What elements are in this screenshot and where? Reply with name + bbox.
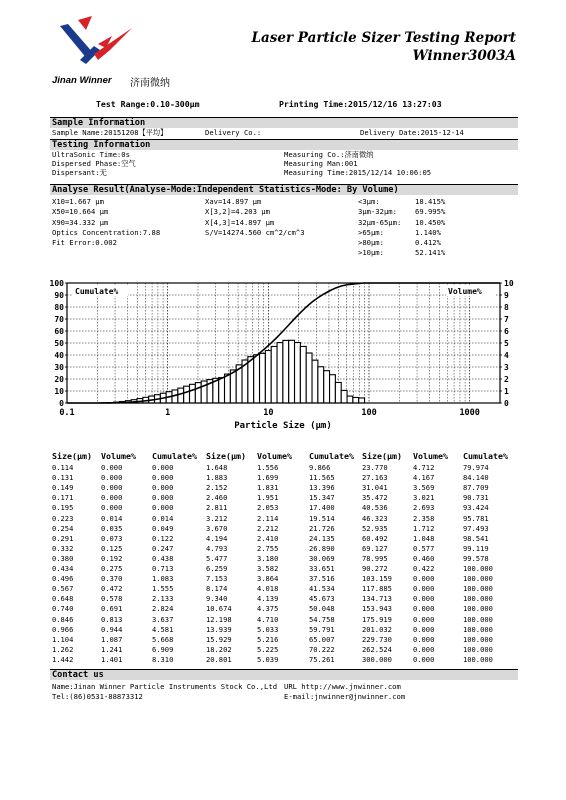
- table-cell-size: 117.885: [362, 584, 392, 594]
- x-tick-label: 10: [263, 408, 274, 418]
- table-cell-cumulate: 84.140: [463, 473, 489, 483]
- table-cell-cumulate: 93.424: [463, 503, 489, 513]
- table-cell-size: 1.104: [52, 634, 74, 644]
- table-cell-size: 0.846: [52, 614, 74, 624]
- table-cell-volume: 0.000: [101, 483, 123, 493]
- table-header: Size(μm): [362, 451, 402, 461]
- table-cell-volume: 0.000: [413, 614, 435, 624]
- volume-bar: [219, 378, 225, 403]
- table-cell-size: 27.163: [362, 473, 388, 483]
- table-cell-volume: 3.864: [257, 574, 279, 584]
- sample-info-header: Sample Information: [52, 118, 146, 128]
- section-bar: [50, 670, 518, 680]
- table-cell-cumulate: 37.516: [309, 574, 335, 584]
- table-cell-cumulate: 33.651: [309, 564, 335, 573]
- table-cell-cumulate: 6.909: [152, 644, 174, 654]
- testing-info-header: Testing Information: [52, 140, 151, 150]
- table-cell-size: 0.496: [52, 574, 74, 584]
- table-cell-volume: 0.000: [413, 644, 435, 654]
- contact-name: Name:Jinan Winner Particle Instruments Stock Co.,Ltd: [52, 682, 278, 691]
- table-cell-cumulate: 59.791: [309, 624, 335, 634]
- table-cell-size: 1.262: [52, 644, 74, 654]
- x32-value: X[3,2]=4.203 μm: [205, 207, 270, 216]
- table-header: Cumulate%: [463, 451, 508, 461]
- test-range: Test Range:0.10-300μm: [96, 99, 200, 109]
- table-cell-size: 60.492: [362, 533, 388, 543]
- y-tick-label: 50: [54, 339, 64, 348]
- volume-bar: [260, 353, 266, 403]
- table-cell-cumulate: 3.637: [152, 614, 174, 624]
- table-cell-cumulate: 100.000: [463, 634, 493, 644]
- x-tick-label: 1000: [459, 408, 480, 418]
- table-cell-size: 0.291: [52, 533, 74, 543]
- table-cell-volume: 1.831: [257, 483, 279, 493]
- analyse-header: Analyse Result(Analyse-Mode:Independent Statistics-Mode: By Volume): [52, 185, 399, 195]
- contact-url[interactable]: URL http://www.jnwinner.com: [284, 682, 401, 691]
- range-value: 69.995%: [415, 207, 446, 216]
- table-cell-size: 3.212: [206, 513, 228, 523]
- table-cell-volume: 2.212: [257, 523, 279, 533]
- table-cell-size: 0.223: [52, 513, 74, 523]
- volume-bar: [195, 383, 201, 403]
- volume-bar: [341, 390, 347, 403]
- y-right-tick-label: 1: [504, 387, 509, 396]
- y-right-tick-label: 4: [504, 351, 509, 360]
- table-cell-size: 0.332: [52, 543, 74, 553]
- sv-value: S/V=14274.560 cm^2/cm^3: [205, 228, 305, 237]
- y-tick-label: 100: [49, 279, 64, 288]
- table-cell-volume: 2.114: [257, 513, 279, 523]
- table-cell-volume: 3.021: [413, 493, 435, 503]
- table-cell-cumulate: 26.890: [309, 543, 335, 553]
- range-value: 10.450%: [415, 218, 446, 227]
- measuring-man: Measuring Man:001: [284, 159, 358, 168]
- table-cell-cumulate: 0.000: [152, 483, 174, 493]
- y-tick-label: 80: [54, 303, 64, 312]
- table-cell-size: 0.114: [52, 463, 74, 472]
- table-cell-cumulate: 100.000: [463, 604, 493, 614]
- table-cell-volume: 0.000: [101, 463, 123, 472]
- table-cell-size: 2.152: [206, 483, 228, 493]
- table-cell-size: 7.153: [206, 574, 228, 584]
- volume-bar: [330, 375, 336, 403]
- x10-value: X10=1.667 μm: [52, 197, 104, 206]
- table-cell-size: 229.730: [362, 634, 392, 644]
- range-label: >80μm:: [358, 238, 384, 247]
- table-cell-cumulate: 65.007: [309, 634, 335, 644]
- table-cell-size: 23.770: [362, 463, 388, 472]
- table-cell-volume: 5.033: [257, 624, 279, 634]
- table-cell-cumulate: 8.310: [152, 654, 174, 664]
- table-cell-volume: 4.167: [413, 473, 435, 483]
- y-tick-label: 30: [54, 363, 64, 372]
- volume-bar: [318, 367, 324, 403]
- table-cell-cumulate: 2.133: [152, 594, 174, 604]
- table-cell-volume: 3.569: [413, 483, 435, 493]
- table-cell-volume: 0.035: [101, 523, 123, 533]
- table-cell-size: 0.149: [52, 483, 74, 493]
- y-right-tick-label: 7: [504, 315, 509, 324]
- table-cell-cumulate: 50.048: [309, 604, 335, 614]
- y-tick-label: 90: [54, 291, 64, 300]
- report-model: Winner3003A: [412, 48, 516, 64]
- table-cell-cumulate: 0.438: [152, 553, 174, 563]
- table-cell-cumulate: 0.000: [152, 463, 174, 472]
- table-cell-size: 1.442: [52, 654, 74, 664]
- table-cell-volume: 4.712: [413, 463, 435, 472]
- table-cell-size: 0.434: [52, 564, 74, 573]
- table-cell-size: 1.883: [206, 473, 228, 483]
- table-cell-size: 0.380: [52, 553, 74, 563]
- range-label: 32μm-65μm:: [358, 218, 402, 227]
- table-cell-volume: 1.087: [101, 634, 123, 644]
- volume-bar: [265, 351, 271, 404]
- table-cell-cumulate: 41.534: [309, 584, 335, 594]
- volume-bar: [306, 353, 312, 403]
- volume-bar: [230, 370, 236, 403]
- table-cell-size: 175.919: [362, 614, 392, 624]
- table-cell-cumulate: 0.122: [152, 533, 174, 543]
- table-cell-volume: 5.216: [257, 634, 279, 644]
- volume-bar: [178, 388, 184, 403]
- table-cell-size: 0.131: [52, 473, 74, 483]
- table-cell-cumulate: 100.000: [463, 624, 493, 634]
- table-cell-size: 35.472: [362, 493, 388, 503]
- table-cell-cumulate: 70.222: [309, 644, 335, 654]
- table-cell-volume: 2.693: [413, 503, 435, 513]
- y-right-tick-label: 9: [504, 291, 509, 300]
- x-tick-label: 0.1: [59, 408, 75, 418]
- table-cell-size: 134.713: [362, 594, 392, 604]
- table-cell-volume: 1.951: [257, 493, 279, 503]
- y-right-tick-label: 8: [504, 303, 509, 312]
- y-right-tick-label: 5: [504, 339, 509, 348]
- table-cell-volume: 0.073: [101, 533, 123, 543]
- y-right-tick-label: 10: [504, 279, 514, 288]
- table-cell-volume: 1.401: [101, 654, 123, 664]
- y-right-tick-label: 2: [504, 375, 509, 384]
- table-cell-cumulate: 19.514: [309, 513, 335, 523]
- table-cell-volume: 0.000: [101, 493, 123, 503]
- volume-bar: [289, 340, 295, 403]
- table-cell-volume: 0.000: [101, 503, 123, 513]
- table-header: Volume%: [101, 451, 136, 461]
- table-cell-volume: 5.039: [257, 654, 279, 664]
- table-cell-cumulate: 15.347: [309, 493, 335, 503]
- contact-email[interactable]: E-mail:jnwinner@jnwinner.com: [284, 692, 406, 701]
- fit-error: Fit Error:0.002: [52, 238, 117, 247]
- xav-value: Xav=14.897 μm: [205, 197, 262, 206]
- optics-concentration: Optics Concentration:7.88: [52, 228, 161, 237]
- table-cell-cumulate: 45.673: [309, 594, 335, 604]
- table-cell-cumulate: 100.000: [463, 644, 493, 654]
- table-cell-cumulate: 0.000: [152, 473, 174, 483]
- y-right-tick-label: 6: [504, 327, 509, 336]
- table-cell-size: 90.272: [362, 564, 388, 573]
- table-cell-volume: 1.699: [257, 473, 279, 483]
- table-cell-size: 69.127: [362, 543, 388, 553]
- table-header: Volume%: [413, 451, 448, 461]
- volume-bar: [225, 374, 231, 403]
- table-cell-cumulate: 87.709: [463, 483, 489, 493]
- table-cell-volume: 1.048: [413, 533, 435, 543]
- x-tick-label: 1: [165, 408, 171, 418]
- volume-bar: [271, 346, 277, 403]
- volume-bar: [184, 386, 190, 403]
- volume-bar: [353, 397, 359, 403]
- table-cell-cumulate: 21.726: [309, 523, 335, 533]
- table-cell-cumulate: 11.565: [309, 473, 335, 483]
- table-cell-cumulate: 99.119: [463, 543, 489, 553]
- range-value: 52.141%: [415, 248, 446, 257]
- table-cell-volume: 0.000: [413, 574, 435, 584]
- table-cell-size: 0.966: [52, 624, 74, 634]
- table-cell-size: 9.340: [206, 594, 228, 604]
- table-cell-cumulate: 100.000: [463, 584, 493, 594]
- volume-bar: [295, 343, 301, 403]
- table-header: Size(μm): [52, 451, 92, 461]
- table-cell-volume: 5.225: [257, 644, 279, 654]
- table-cell-volume: 0.370: [101, 574, 123, 584]
- table-header: Volume%: [257, 451, 292, 461]
- table-cell-cumulate: 100.000: [463, 654, 493, 664]
- x43-value: X[4,3]=14.897 μm: [205, 218, 275, 227]
- table-cell-size: 18.202: [206, 644, 232, 654]
- measuring-co: Measuring Co.:济南微纳: [284, 150, 374, 159]
- table-cell-volume: 0.192: [101, 553, 123, 563]
- table-cell-size: 1.648: [206, 463, 228, 472]
- table-cell-size: 46.323: [362, 513, 388, 523]
- table-cell-cumulate: 0.049: [152, 523, 174, 533]
- table-cell-size: 0.171: [52, 493, 74, 503]
- table-cell-cumulate: 24.135: [309, 533, 335, 543]
- range-value: 1.140%: [415, 228, 441, 237]
- table-cell-volume: 4.139: [257, 594, 279, 604]
- table-cell-size: 0.567: [52, 584, 74, 594]
- table-cell-volume: 0.125: [101, 543, 123, 553]
- table-cell-cumulate: 75.261: [309, 654, 335, 664]
- table-cell-size: 3.670: [206, 523, 228, 533]
- table-cell-size: 12.198: [206, 614, 232, 624]
- table-cell-size: 5.477: [206, 553, 228, 563]
- dispersed-phase: Dispersed Phase:空气: [52, 159, 136, 168]
- range-label: >65μm:: [358, 228, 384, 237]
- sample-name: Sample Name:20151208【平均】: [52, 128, 168, 137]
- table-cell-cumulate: 0.000: [152, 503, 174, 513]
- table-cell-cumulate: 13.396: [309, 483, 335, 493]
- table-cell-cumulate: 1.083: [152, 574, 174, 584]
- table-cell-cumulate: 17.400: [309, 503, 335, 513]
- table-cell-size: 300.000: [362, 654, 392, 664]
- brand-name-cn: 济南微纳: [130, 78, 170, 89]
- volume-bar: [277, 343, 283, 403]
- table-cell-size: 31.041: [362, 483, 388, 493]
- table-cell-cumulate: 54.758: [309, 614, 335, 624]
- dispersant: Dispersant:无: [52, 168, 107, 177]
- volume-bar: [347, 396, 353, 403]
- y-tick-label: 10: [54, 387, 64, 396]
- table-cell-size: 52.935: [362, 523, 388, 533]
- table-cell-size: 262.524: [362, 644, 392, 654]
- table-header: Size(μm): [206, 451, 246, 461]
- printing-time: Printing Time:2015/12/16 13:27:03: [279, 99, 442, 109]
- table-cell-cumulate: 98.541: [463, 533, 489, 543]
- range-label: 3μm-32μm:: [358, 207, 397, 216]
- volume-bar: [335, 382, 341, 403]
- range-label: <3μm:: [358, 197, 380, 206]
- table-cell-size: 0.195: [52, 503, 74, 513]
- cumulate-label: Cumulate%: [75, 287, 119, 296]
- table-cell-cumulate: 79.974: [463, 463, 489, 472]
- range-value: 0.412%: [415, 238, 441, 247]
- y-tick-label: 60: [54, 327, 64, 336]
- table-cell-size: 201.032: [362, 624, 392, 634]
- table-cell-size: 0.254: [52, 523, 74, 533]
- volume-bar: [283, 340, 289, 403]
- volume-bar: [254, 355, 260, 403]
- volume-label: Volume%: [448, 287, 482, 296]
- table-cell-cumulate: 0.000: [152, 493, 174, 503]
- table-cell-volume: 4.018: [257, 584, 279, 594]
- table-cell-size: 6.259: [206, 564, 228, 573]
- table-cell-volume: 0.000: [413, 654, 435, 664]
- ultrasonic-time: UltraSonic Time:0s: [52, 150, 130, 159]
- table-header: Cumulate%: [152, 451, 197, 461]
- y-tick-label: 70: [54, 315, 64, 324]
- table-cell-size: 0.740: [52, 604, 74, 614]
- table-cell-size: 13.939: [206, 624, 232, 634]
- table-cell-cumulate: 100.000: [463, 574, 493, 584]
- table-cell-cumulate: 95.781: [463, 513, 489, 523]
- range-value: 18.415%: [415, 197, 446, 206]
- table-cell-volume: 0.460: [413, 553, 435, 563]
- table-cell-volume: 1.556: [257, 463, 279, 472]
- contact-tel: Tel:(86)0531-88873312: [52, 692, 143, 701]
- table-cell-volume: 2.755: [257, 543, 279, 553]
- table-cell-size: 4.793: [206, 543, 228, 553]
- table-cell-volume: 2.358: [413, 513, 435, 523]
- table-cell-size: 78.995: [362, 553, 388, 563]
- table-cell-cumulate: 9.866: [309, 463, 331, 472]
- table-cell-volume: 0.000: [413, 634, 435, 644]
- table-cell-size: 103.159: [362, 574, 392, 584]
- table-cell-cumulate: 0.014: [152, 513, 174, 523]
- table-cell-volume: 0.577: [413, 543, 435, 553]
- table-cell-volume: 3.180: [257, 553, 279, 563]
- table-cell-cumulate: 0.713: [152, 564, 174, 573]
- volume-bar: [359, 398, 365, 403]
- table-cell-volume: 2.410: [257, 533, 279, 543]
- table-cell-cumulate: 1.555: [152, 584, 174, 594]
- delivery-date: Delivery Date:2015-12-14: [360, 128, 464, 137]
- table-cell-size: 2.460: [206, 493, 228, 503]
- table-cell-cumulate: 30.069: [309, 553, 335, 563]
- table-cell-size: 2.811: [206, 503, 228, 513]
- table-cell-size: 8.174: [206, 584, 228, 594]
- volume-bar: [312, 360, 318, 403]
- table-cell-cumulate: 90.731: [463, 493, 489, 503]
- table-cell-cumulate: 5.668: [152, 634, 174, 644]
- table-cell-volume: 0.000: [413, 584, 435, 594]
- y-tick-label: 20: [54, 375, 64, 384]
- report-title: Laser Particle Sizer Testing Report: [251, 30, 516, 46]
- x-axis-label: Particle Size (μm): [234, 421, 332, 431]
- table-cell-size: 10.674: [206, 604, 232, 614]
- table-cell-volume: 2.053: [257, 503, 279, 513]
- table-cell-volume: 0.422: [413, 564, 435, 573]
- table-header: Cumulate%: [309, 451, 354, 461]
- x50-value: X50=10.664 μm: [52, 207, 109, 216]
- table-cell-volume: 0.014: [101, 513, 123, 523]
- table-cell-size: 0.648: [52, 594, 74, 604]
- x-tick-label: 100: [361, 408, 377, 418]
- table-cell-cumulate: 100.000: [463, 564, 493, 573]
- table-cell-cumulate: 100.000: [463, 594, 493, 604]
- table-cell-volume: 0.944: [101, 624, 123, 634]
- table-cell-volume: 4.375: [257, 604, 279, 614]
- table-cell-volume: 4.710: [257, 614, 279, 624]
- table-cell-volume: 0.000: [101, 473, 123, 483]
- contact-header: Contact us: [52, 670, 104, 680]
- table-cell-volume: 1.712: [413, 523, 435, 533]
- table-cell-cumulate: 99.578: [463, 553, 489, 563]
- y-right-tick-label: 3: [504, 363, 509, 372]
- table-cell-size: 153.943: [362, 604, 392, 614]
- table-cell-volume: 0.691: [101, 604, 123, 614]
- table-cell-cumulate: 0.247: [152, 543, 174, 553]
- table-cell-cumulate: 100.000: [463, 614, 493, 624]
- y-tick-label: 0: [59, 399, 64, 408]
- table-cell-size: 20.801: [206, 654, 232, 664]
- volume-bar: [248, 357, 254, 403]
- table-cell-volume: 0.275: [101, 564, 123, 573]
- delivery-co: Delivery Co.:: [205, 128, 262, 137]
- table-cell-volume: 0.578: [101, 594, 123, 604]
- table-cell-volume: 0.000: [413, 624, 435, 634]
- table-cell-volume: 0.813: [101, 614, 123, 624]
- volume-bar: [190, 384, 196, 403]
- volume-bar: [324, 371, 330, 403]
- table-cell-volume: 0.000: [413, 594, 435, 604]
- table-cell-size: 15.929: [206, 634, 232, 644]
- table-cell-cumulate: 97.493: [463, 523, 489, 533]
- table-cell-volume: 1.241: [101, 644, 123, 654]
- x90-value: X90=34.332 μm: [52, 218, 109, 227]
- table-cell-size: 40.536: [362, 503, 388, 513]
- table-cell-size: 4.194: [206, 533, 228, 543]
- volume-bar: [300, 346, 306, 403]
- y-tick-label: 40: [54, 351, 64, 360]
- measuring-time: Measuring Time:2015/12/14 10:06:05: [284, 168, 432, 177]
- table-cell-cumulate: 2.824: [152, 604, 174, 614]
- table-cell-cumulate: 4.581: [152, 624, 174, 634]
- range-label: >10μm:: [358, 248, 384, 257]
- table-cell-volume: 0.000: [413, 604, 435, 614]
- table-cell-volume: 0.472: [101, 584, 123, 594]
- y-right-tick-label: 0: [504, 399, 509, 408]
- table-cell-volume: 3.582: [257, 564, 279, 573]
- brand-name: Jinan Winner: [52, 75, 112, 86]
